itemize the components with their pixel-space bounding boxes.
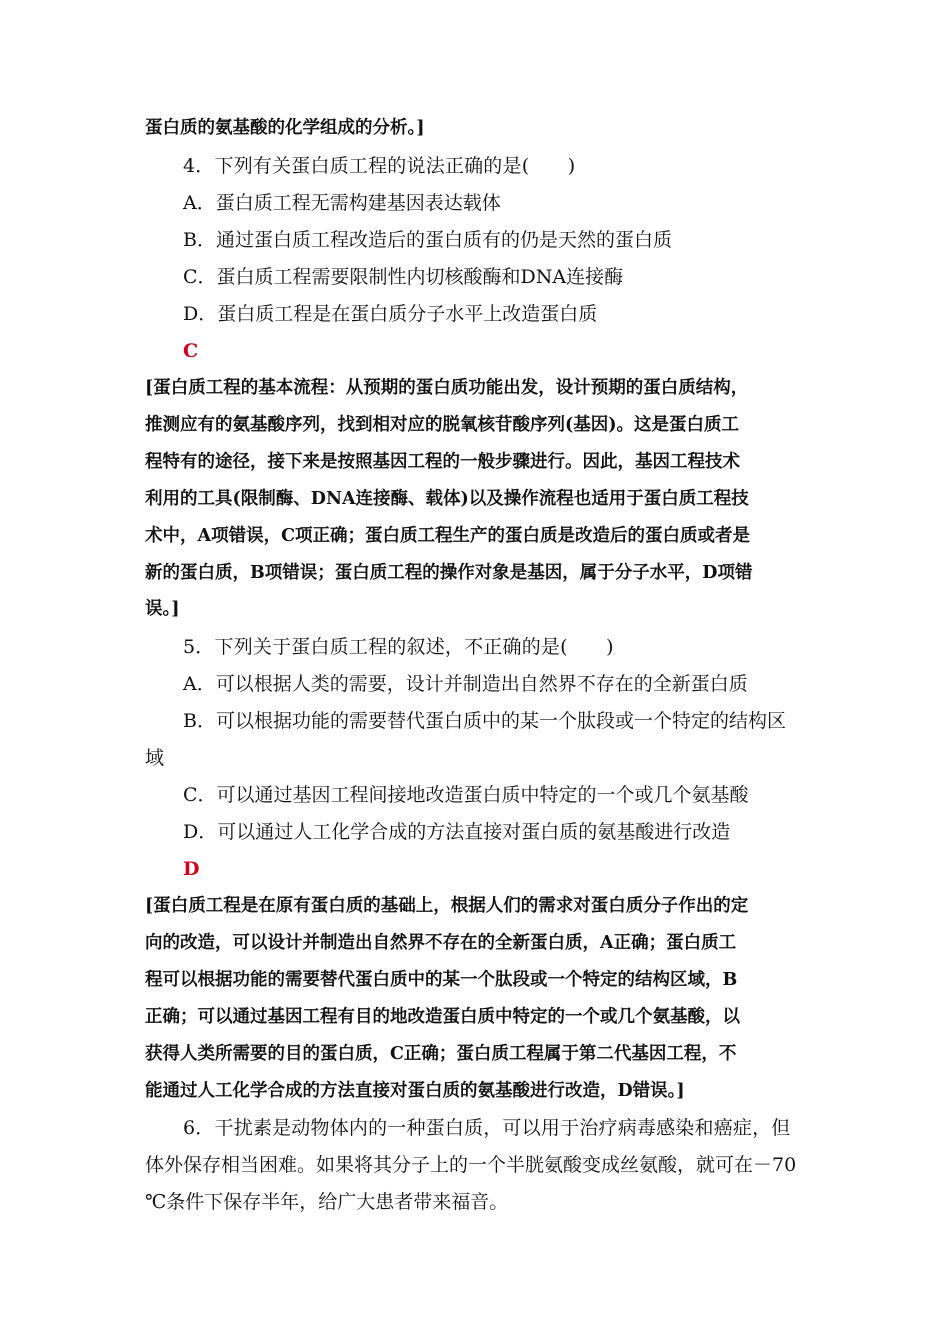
question-5-option-b: B．可以根据功能的需要替代蛋白质中的某一个肽段或一个特定的结构区 (183, 710, 786, 732)
question-4-option-a: A．蛋白质工程无需构建基因表达载体 (183, 192, 501, 214)
previous-explanation-tail: 蛋白质的氨基酸的化学组成的分析。] (145, 118, 425, 138)
question-5-answer: D (183, 858, 200, 880)
question-4-explanation-line: 误。] (145, 599, 180, 619)
question-5-option-b-continued: 域 (145, 747, 165, 769)
question-4-explanation-line: 推测应有的氨基酸序列，找到相对应的脱氧核苷酸序列(基因)。这是蛋白质工 (145, 415, 740, 435)
question-5-option-a: A．可以根据人类的需要，设计并制造出自然界不存在的全新蛋白质 (183, 673, 748, 695)
question-5-option-d: D．可以通过人工化学合成的方法直接对蛋白质的氨基酸进行改造 (183, 821, 731, 843)
question-5-explanation-line: [蛋白质工程是在原有蛋白质的基础上，根据人们的需求对蛋白质分子作出的定 (145, 896, 749, 916)
question-4-option-d: D．蛋白质工程是在蛋白质分子水平上改造蛋白质 (183, 303, 598, 325)
question-5-option-c: C．可以通过基因工程间接地改造蛋白质中特定的一个或几个氨基酸 (183, 784, 749, 806)
question-4-option-b: B．通过蛋白质工程改造后的蛋白质有的仍是天然的蛋白质 (183, 229, 672, 251)
question-5-stem: 5．下列关于蛋白质工程的叙述，不正确的是( ) (183, 636, 614, 658)
question-4-explanation-line: 利用的工具(限制酶、DNA连接酶、载体)以及操作流程也适用于蛋白质工程技 (145, 489, 749, 509)
question-5-explanation-line: 程可以根据功能的需要替代蛋白质中的某一个肽段或一个特定的结构区域，B (145, 970, 738, 990)
question-6-stem-line: 体外保存相当困难。如果将其分子上的一个半胱氨酸变成丝氨酸，就可在－70 (145, 1154, 797, 1176)
question-4-stem: 4．下列有关蛋白质工程的说法正确的是( ) (183, 155, 576, 177)
question-4-explanation-line: 新的蛋白质，B项错误；蛋白质工程的操作对象是基因，属于分子水平，D项错 (145, 563, 753, 583)
question-6-stem: 6．干扰素是动物体内的一种蛋白质，可以用于治疗病毒感染和癌症，但 (183, 1117, 791, 1139)
question-4-explanation-line: [蛋白质工程的基本流程：从预期的蛋白质功能出发，设计预期的蛋白质结构， (145, 378, 749, 398)
question-5-explanation-line: 向的改造，可以设计并制造出自然界不存在的全新蛋白质，A正确；蛋白质工 (145, 933, 737, 953)
question-6-stem-line: ℃条件下保存半年，给广大患者带来福音。 (145, 1191, 509, 1213)
question-4-answer: C (183, 340, 199, 362)
question-4-explanation-line: 程特有的途径，接下来是按照基因工程的一般步骤进行。因此，基因工程技术 (145, 452, 740, 472)
question-4-explanation-line: 术中，A项错误，C项正确；蛋白质工程生产的蛋白质是改造后的蛋白质或者是 (145, 526, 751, 546)
question-5-explanation-line: 能通过人工化学合成的方法直接对蛋白质的氨基酸进行改造，D错误。] (145, 1081, 685, 1101)
question-4-option-c: C．蛋白质工程需要限制性内切核酸酶和DNA连接酶 (183, 266, 624, 288)
question-5-explanation-line: 正确；可以通过基因工程有目的地改造蛋白质中特定的一个或几个氨基酸，以 (145, 1007, 740, 1027)
question-5-explanation-line: 获得人类所需要的目的蛋白质，C正确；蛋白质工程属于第二代基因工程，不 (145, 1044, 737, 1064)
